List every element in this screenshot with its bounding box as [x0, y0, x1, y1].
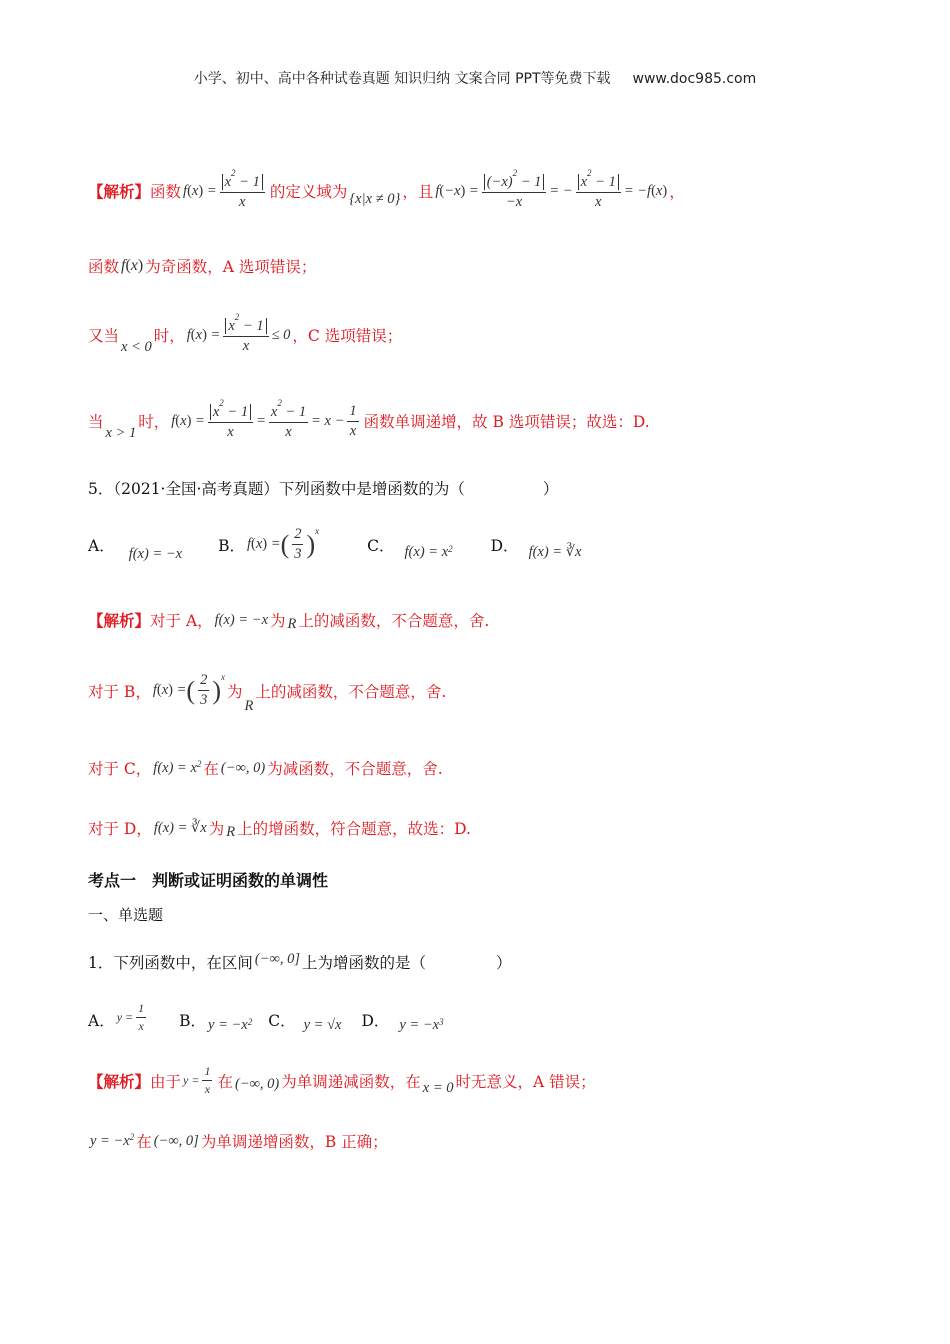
math-expr: f(x) = ∛x: [153, 819, 207, 836]
question-5-stem: [88, 477, 558, 499]
analysis-text: 为单调递减函数，在: [281, 1072, 421, 1091]
analysis-label: 【解析】: [88, 1071, 151, 1091]
math-expr: f(x) = −x: [214, 611, 269, 628]
analysis-text: 为减函数，不合题意，舍.: [267, 760, 443, 778]
option-c-expr: y = √x: [303, 1017, 342, 1033]
option-d-expr: y = −x: [399, 1017, 440, 1033]
analysis-text: 在: [217, 1072, 233, 1091]
analysis-line-4: [88, 398, 650, 441]
analysis-text: 为单调递增函数，B 正确；: [200, 1133, 388, 1151]
analysis-text: 为: [270, 612, 286, 630]
math-fx-simplified: f ( x ) = $\frac{x^2 - 1}{x}$ = $\frac{x^2 - 1}{x}$ = x − $\frac{1}{x}$: [171, 398, 357, 440]
analysis-text: 为: [208, 820, 225, 838]
math-inequality: ≤ 0: [271, 326, 291, 343]
option-a[interactable]: [88, 534, 184, 562]
question-text: 1．下列函数中，在区间: [88, 954, 253, 972]
analysis-label: 【解析】: [88, 182, 151, 202]
analysis-line-1: [88, 168, 685, 211]
analysis-text: 的定义域为: [269, 183, 348, 202]
analysis-text: 为: [227, 682, 243, 701]
analysis-text: 时，: [138, 413, 170, 432]
option-c[interactable]: C． f(x) = x 2: [367, 534, 454, 556]
analysis-text: ，C 选项错误；: [292, 327, 403, 346]
analysis-text: 为奇函数，A 选项错误；: [145, 258, 317, 276]
math-condition: x > 1: [105, 424, 137, 441]
analysis-text: 在: [203, 760, 219, 778]
analysis-label: 【解析】: [88, 611, 151, 630]
analysis-text: ，: [669, 183, 685, 202]
header-site[interactable]: www.doc985.com: [632, 71, 757, 87]
option-b[interactable]: B． y = −x 2: [179, 1009, 254, 1031]
analysis-text: 函数单调递增，故 B 选项错误；故选：D.: [363, 413, 650, 432]
option-d[interactable]: D． y = −x 3: [361, 1009, 445, 1031]
math-domain: { x|x ≠ 0 }: [349, 190, 401, 207]
option-b-expr: y = −x: [208, 1017, 248, 1033]
q5-analysis-c: 对于 C， f(x) = x 2 在 (−∞, 0) 为减函数，不合题意，舍.: [88, 759, 443, 778]
section-subheading: 一、单选题: [88, 906, 164, 924]
analysis-text: ，且: [402, 183, 434, 202]
option-b-expr: f ( x ) = ( $\frac{2}{3}$ ) x: [246, 525, 320, 562]
q5-analysis-d: [88, 817, 471, 839]
option-label: B．: [218, 536, 245, 555]
analysis-text: 上的减函数，不合题意，舍.: [298, 612, 490, 630]
analysis-text: 函数: [88, 258, 120, 276]
analysis-line-2: [88, 255, 316, 277]
math-odd-check: f ( −x ) = $\frac{(-x)^2 - 1}{-x}$ = − $\frac{x^2 - 1}{x}$ = −f ( x ): [435, 168, 668, 210]
analysis-text: 上的减函数，不合题意，舍.: [255, 682, 447, 701]
analysis-text: 又当: [88, 327, 120, 346]
analysis-text: 对于 A，: [150, 612, 213, 630]
option-a[interactable]: A． y = $\frac{1}{x}$: [88, 1001, 145, 1033]
header-text: 小学、初中、高中各种试卷真题 知识归纳 文案合同 PPT等免费下载: [193, 71, 611, 87]
analysis-text: 对于 C，: [88, 760, 152, 778]
option-label: A．: [88, 536, 115, 555]
math-expr: y = −x: [90, 1132, 130, 1149]
analysis-text: 时无意义，A 错误；: [455, 1072, 596, 1091]
analysis-text: 在: [136, 1133, 152, 1151]
math-fx: f ( x ): [121, 257, 144, 274]
question-5-options: [88, 526, 648, 563]
question-1-stem: [88, 951, 512, 973]
option-c-expr: f(x) = x: [404, 544, 449, 560]
math-condition: x < 0: [121, 338, 152, 355]
option-label: D．: [361, 1011, 390, 1030]
analysis-line-3: [88, 312, 403, 355]
q5-analysis-b: [88, 671, 447, 714]
option-c[interactable]: [268, 1009, 343, 1031]
option-label: C．: [268, 1011, 296, 1030]
q5-analysis-a: [88, 609, 489, 631]
math-real-set: R: [287, 615, 297, 632]
question-text: 上为增函数的是（: [301, 954, 426, 972]
option-d-expr: f(x) = ∛x: [528, 544, 582, 560]
math-real-set: R: [244, 698, 254, 714]
math-expr: f(x) = x: [153, 759, 197, 776]
q1-analysis-line-1: 【解析】 由于 y = $\frac{1}{x}$ 在 (−∞, 0) 为单调递减函数，在 x = 0 时无意义，A 错误；: [88, 1064, 596, 1096]
domain-value: x|x ≠ 0: [355, 190, 395, 207]
option-d[interactable]: [490, 534, 584, 560]
question-text: ）: [495, 954, 512, 972]
math-fx-nonpositive: f ( x ) = $\frac{x^2 - 1}{x}$ ≤ 0: [186, 312, 291, 354]
page-header: [0, 68, 950, 88]
option-a-expr: f(x) = −x: [128, 546, 183, 562]
math-interval: (−∞, 0): [220, 759, 266, 776]
question-1-options: [88, 1003, 588, 1036]
math-interval: (−∞, 0): [234, 1076, 280, 1092]
analysis-text: 上的增函数，符合题意，故选：D.: [237, 820, 471, 838]
question-text: ）: [542, 480, 559, 498]
analysis-text: 当: [88, 413, 104, 432]
section-heading: 考点一 判断或证明函数的单调性: [88, 871, 329, 890]
analysis-text: 对于 B，: [88, 682, 151, 701]
math-interval: (−∞, 0]: [254, 950, 300, 967]
analysis-text: 函数: [150, 183, 182, 202]
analysis-text: 时，: [153, 327, 185, 346]
option-b[interactable]: [218, 526, 321, 563]
math-real-set: R: [226, 823, 236, 840]
math-interval: (−∞, 0]: [153, 1132, 199, 1149]
math-expr: f ( x ) = ( $\frac{2}{3}$ ) x: [152, 671, 225, 708]
question-text: 5．（2021·全国·高考真题）下列函数中是增函数的为（: [88, 480, 465, 498]
option-label: D．: [490, 536, 519, 555]
analysis-text: 由于: [150, 1072, 182, 1091]
math-condition: x = 0: [422, 1080, 454, 1096]
analysis-text: 对于 D，: [88, 820, 152, 838]
q1-analysis-line-2: y = −x 2 在 (−∞, 0] 为单调递增函数，B 正确；: [90, 1132, 388, 1151]
option-label: A．: [88, 1011, 115, 1030]
option-label: B．: [179, 1011, 207, 1030]
math-fx-definition: f ( x ) = $\frac{x^2 - 1}{x}$: [183, 172, 268, 211]
option-label: C．: [367, 536, 395, 555]
